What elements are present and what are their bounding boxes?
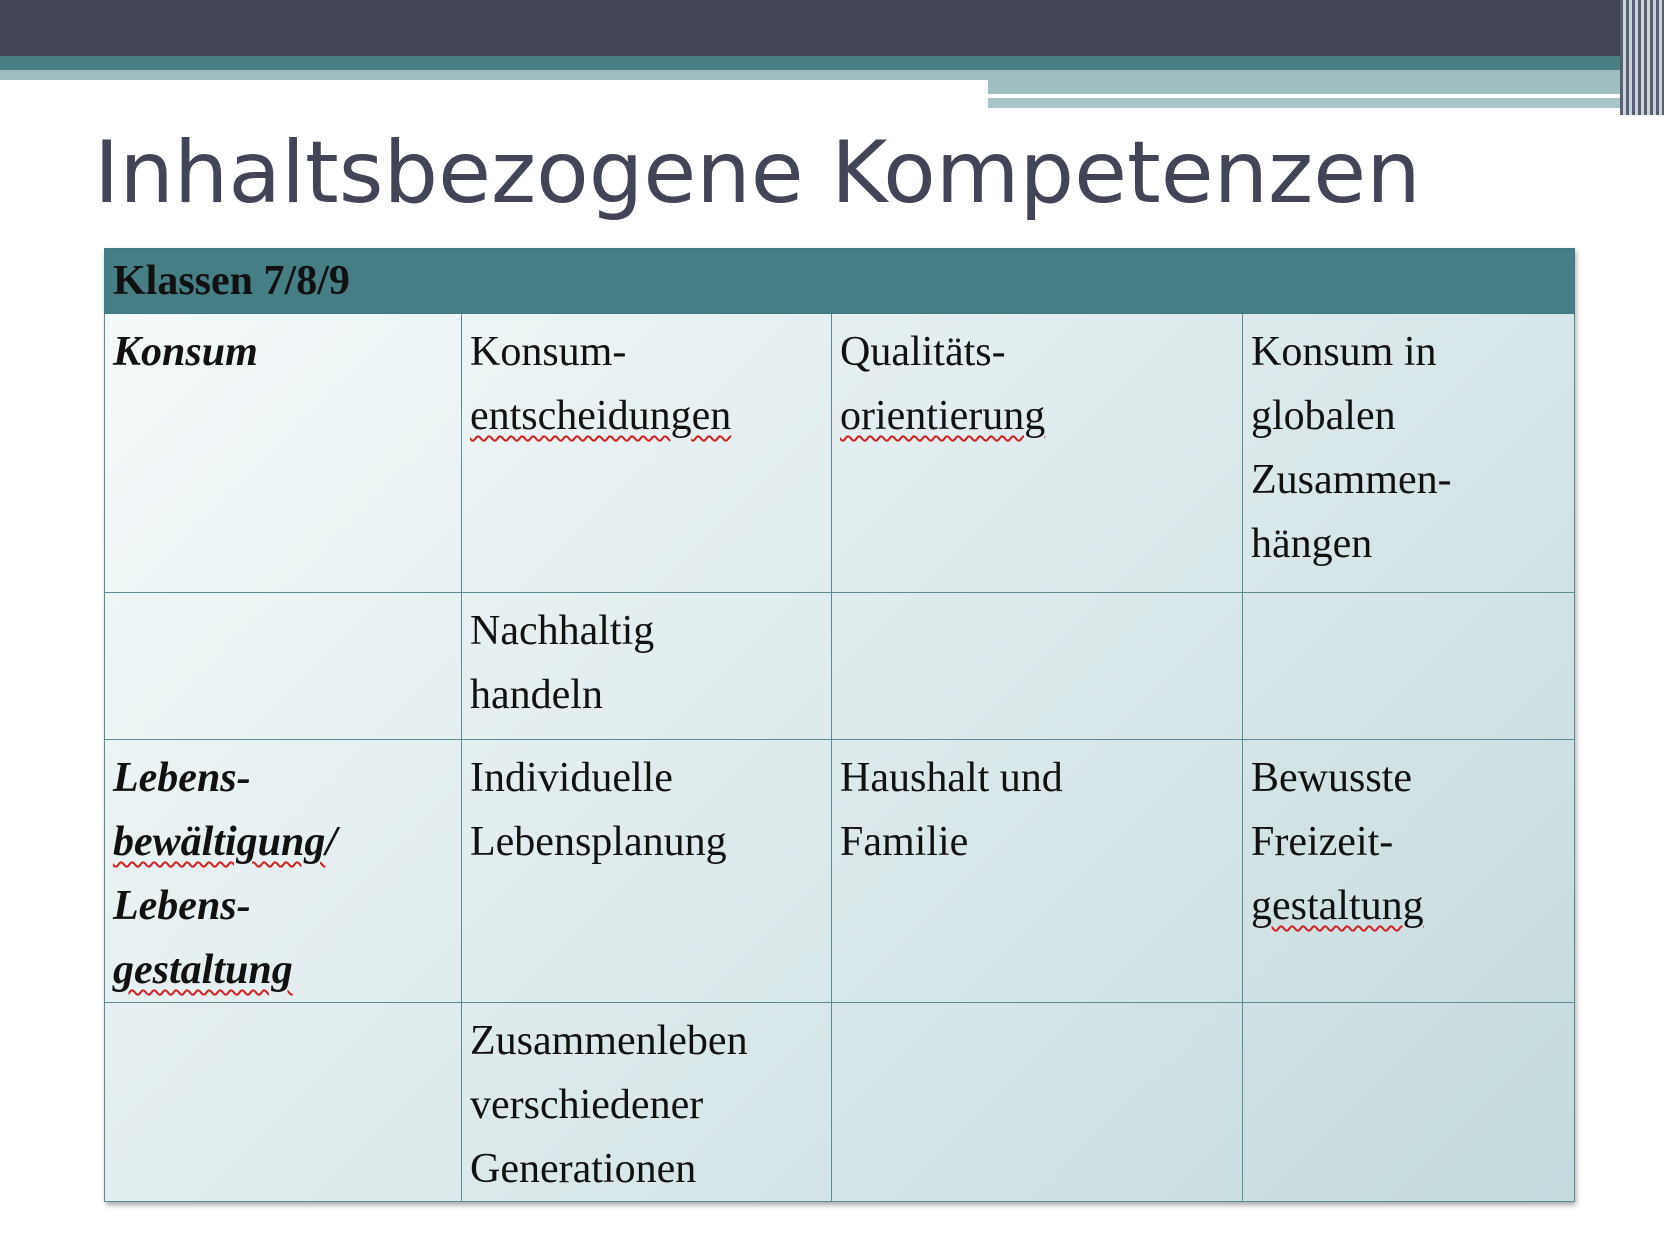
cell-text-spellcheck: gestaltung (1251, 883, 1424, 929)
cell-text: Qualitäts- (840, 329, 1006, 375)
table-cell (1243, 740, 1575, 1003)
category-label: Lebens- (113, 755, 251, 801)
header-bar-right (988, 70, 1664, 94)
table-cell-empty (105, 1003, 462, 1202)
category-cell-lebensbewaeltigung (105, 740, 462, 1003)
header-bar-right-lower (988, 98, 1664, 108)
category-cell-konsum (105, 314, 462, 593)
competence-table-container (104, 248, 1574, 1202)
table-cell (462, 314, 832, 593)
table-row (105, 314, 1575, 593)
table-row (105, 593, 1575, 740)
category-label: / (325, 819, 338, 865)
header-bar-dark (0, 0, 1664, 56)
table-cell-empty (832, 593, 1243, 740)
header-line-white-lower (1350, 108, 1664, 114)
cell-text-spellcheck: entscheidungen (470, 393, 732, 439)
cell-text-spellcheck: orientierung (840, 393, 1046, 439)
table-row (105, 740, 1575, 1003)
header-bar-light (0, 70, 988, 80)
table-cell: Konsum in globalen Zusammen- hängen (1243, 314, 1575, 593)
cell-text: Freizeit- (1251, 819, 1394, 865)
table-cell-empty (832, 1003, 1243, 1202)
table-header-grade: Klassen 7/8/9 (105, 249, 1575, 314)
table-cell: Zusammenleben verschiedener Generationen (462, 1003, 832, 1202)
table-cell (832, 314, 1243, 593)
category-label-spellcheck: bewältigung (113, 819, 326, 865)
category-label: Lebens- (113, 883, 251, 929)
table-header-row (105, 249, 1575, 314)
competence-table (104, 248, 1575, 1202)
header-bar-teal (0, 56, 1664, 70)
table-cell: Nachhaltig handeln (462, 593, 832, 740)
cell-text: Bewusste (1251, 755, 1412, 801)
table-cell-empty (105, 593, 462, 740)
cell-text: Konsum- (470, 329, 627, 375)
slide-title: Inhaltsbezogene Kompetenzen (94, 123, 1421, 223)
table-cell-empty (1243, 1003, 1575, 1202)
category-label-spellcheck: gestaltung (113, 947, 293, 993)
table-cell: Individuelle Lebensplanung (462, 740, 832, 1003)
table-cell: Haushalt und Familie (832, 740, 1243, 1003)
table-cell-empty (1243, 593, 1575, 740)
table-row (105, 1003, 1575, 1202)
category-label: Konsum (113, 329, 258, 375)
header-edge-stripes (1620, 0, 1664, 115)
